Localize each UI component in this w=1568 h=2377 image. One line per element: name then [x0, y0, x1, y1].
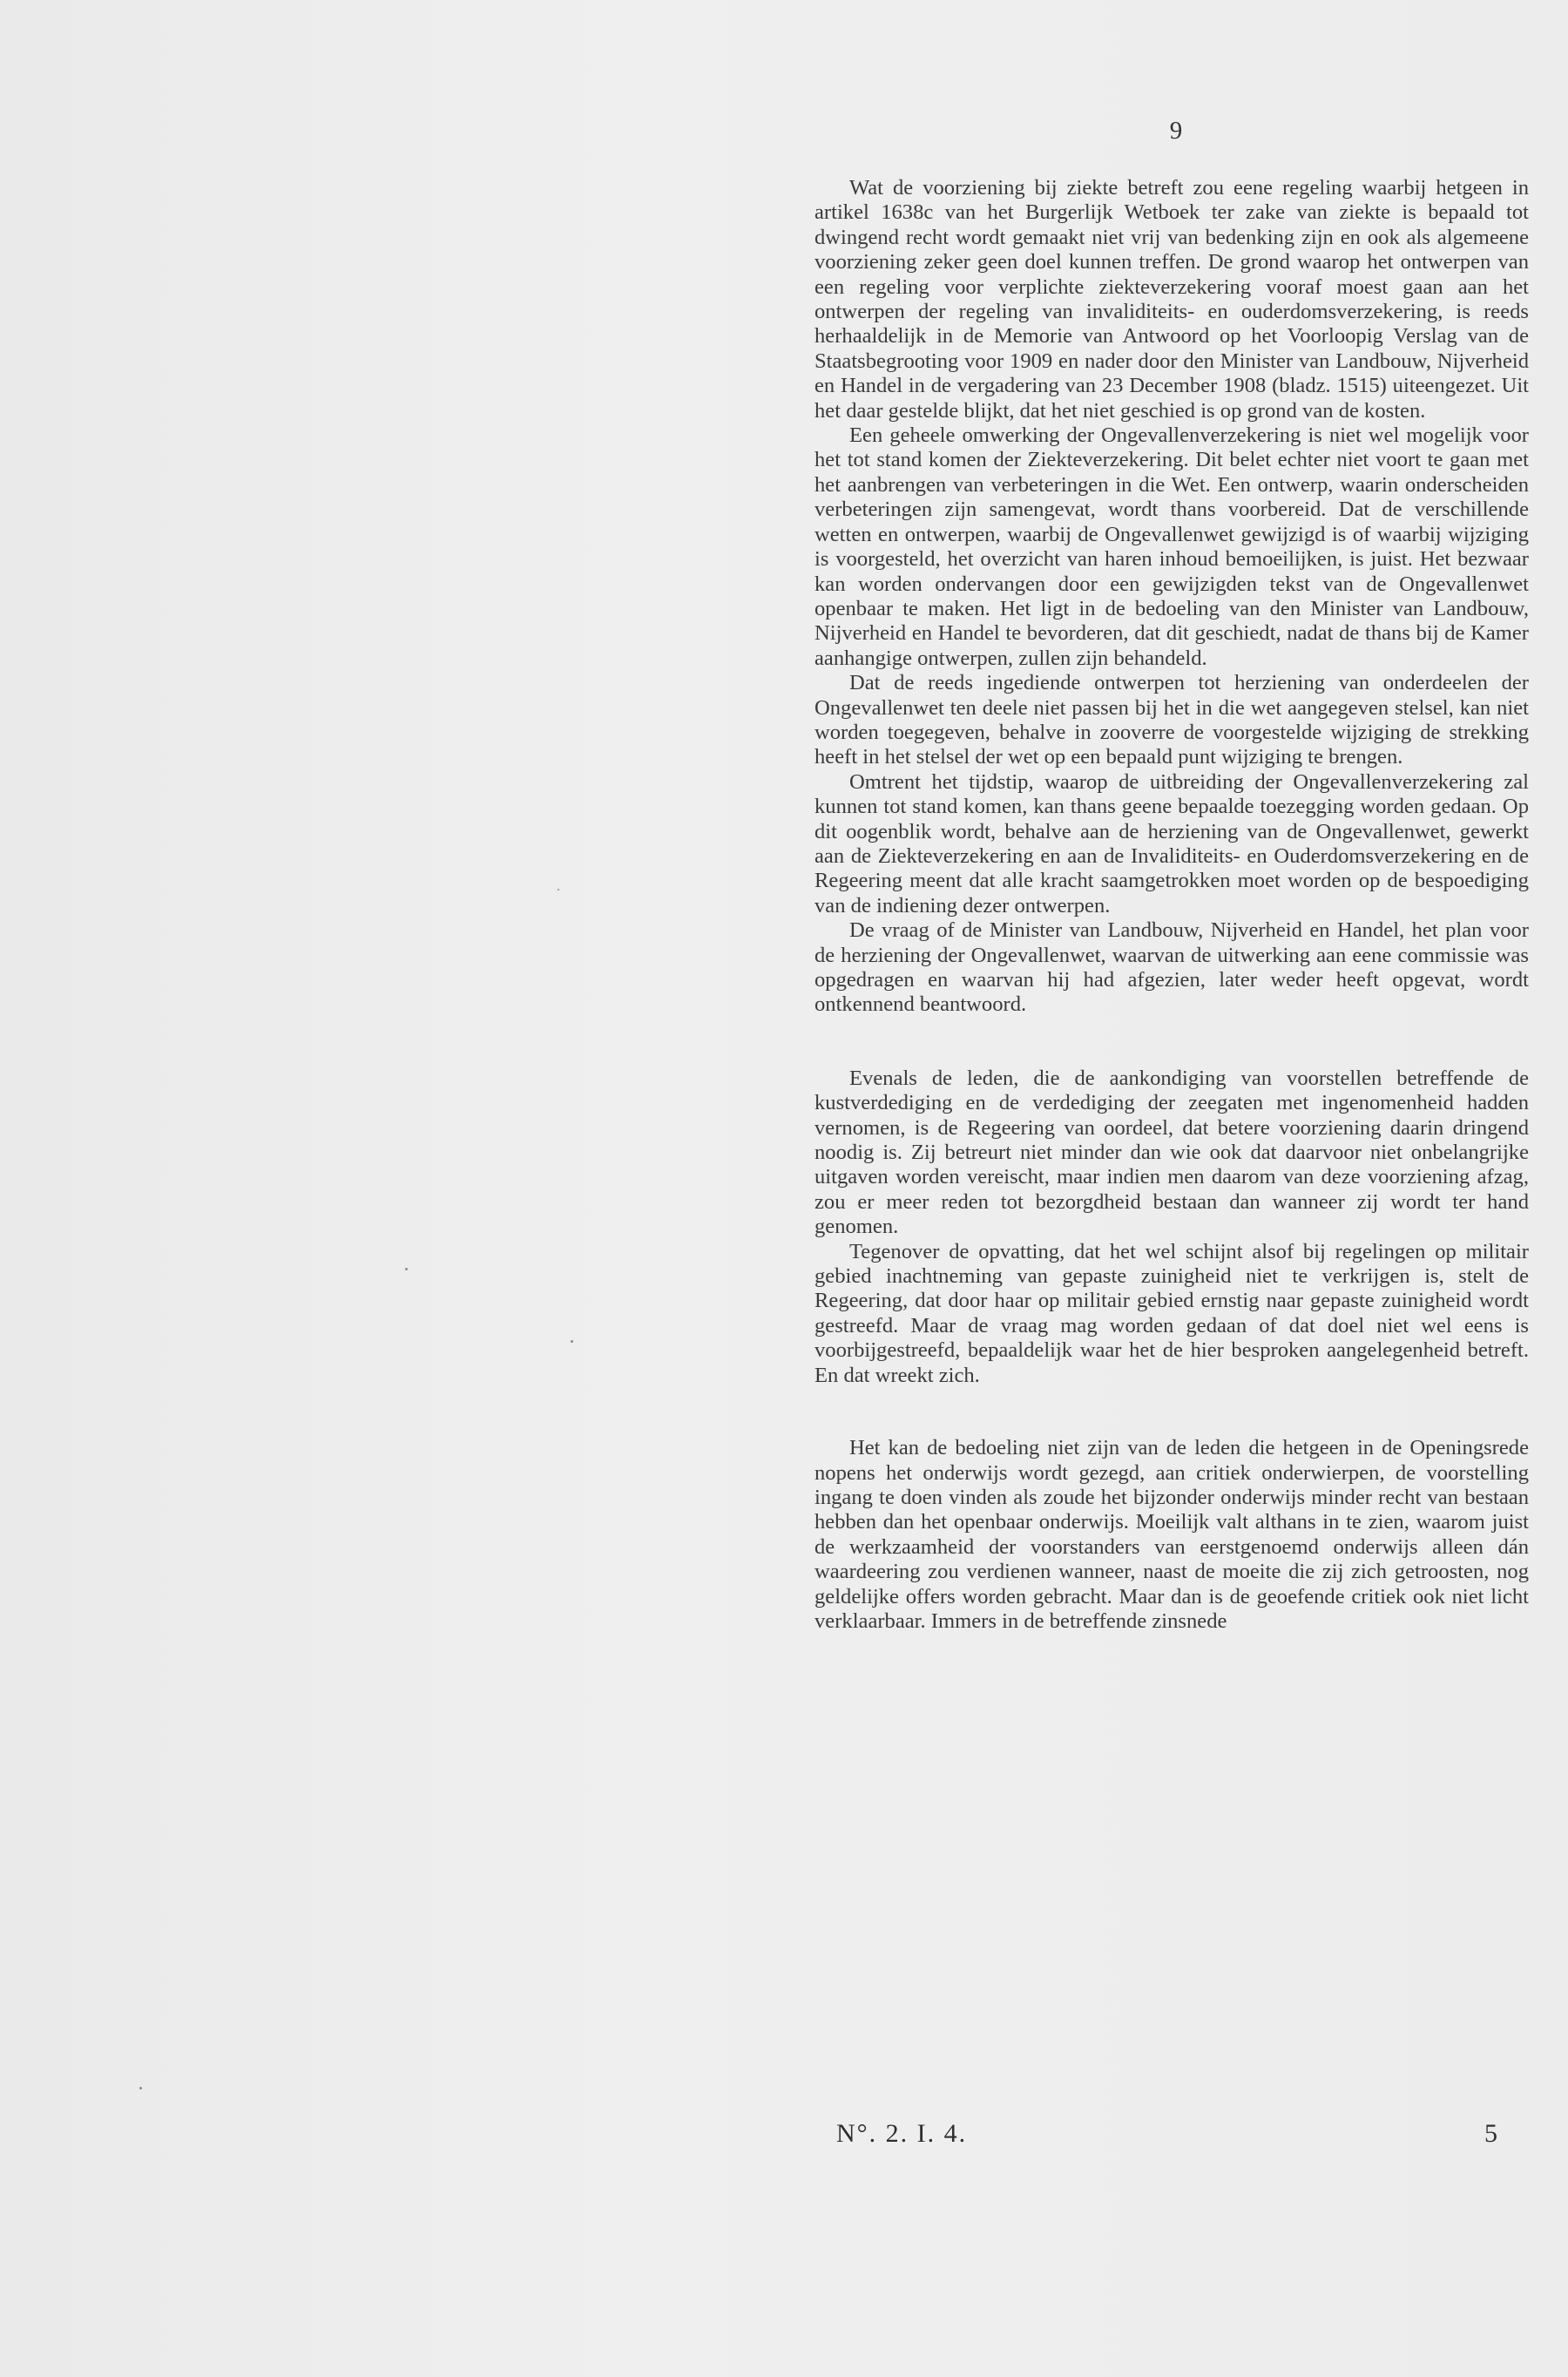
paragraph: Tegenover de opvatting, dat het wel schijnt alsof bij regelingen op militair gebied inachtneming van gepaste zuinigheid niet te verkrijgen is, stelt de Regeering, dat door haar op militair gebied ernstig naar gepaste zuinigheid wordt gestreefd. Maar de vraag mag worden gedaan of dat doel niet wel eens is voorbijgestreefd, bepaaldelijk waar het de hier besproken aangelegenheid betreft. En dat wreekt zich. [814, 1239, 1529, 1387]
sheet-signature: N°. 2. I. 4. [836, 2119, 968, 2148]
paragraph: Evenals de leden, die de aankondiging van voorstellen betreffende de kustverdediging en de verdediging der zeegaten met ingenomenheid hadden vernomen, is de Regeering van oordeel, dat betere voorziening daarin dringend noodig is. Zij betreurt niet minder dan wie ook dat daarvoor niet onbelangrijke uitgaven worden vereischt, maar indien men daarom van deze voorziening afzag, zou er meer reden tot bezorgdheid bestaan dan wanneer zij wordt ter hand genomen. [814, 1066, 1529, 1239]
paper-speck [558, 889, 559, 891]
paragraph: De vraag of de Minister van Landbouw, Nijverheid en Handel, het plan voor de herziening der Ongevallenwet, waarvan de uitwerking aan eene commissie was opgedragen en waarvan hij had afgezien, later weder heeft opgevat, wordt ontkennend beantwoord. [814, 918, 1529, 1017]
paper-speck [139, 2087, 142, 2089]
page-number: 9 [1169, 117, 1183, 145]
paragraph: Omtrent het tijdstip, waarop de uitbreiding der Ongevallenverzekering zal kunnen tot stand komen, kan thans geene bepaalde toezegging worden gedaan. Op dit oogenblik wordt, behalve aan de herziening van de Ongevallenwet, gewerkt aan de Ziekteverzekering en aan de Invaliditeits- en Ouderdomsverzekering en de Regeering meent dat alle kracht saamgetrokken moet worden op de bespoediging van de indiening dezer ontwerpen. [814, 769, 1529, 918]
sheet-number: 5 [1484, 2119, 1497, 2148]
text-column [814, 176, 1529, 1634]
paragraph: Dat de reeds ingediende ontwerpen tot herziening van onderdeelen der Ongevallenwet ten deele niet passen bij het in die wet aangegeven stelsel, kan niet worden toegegeven, behalve in zooverre de voorgestelde wijziging de strekking heeft in het stelsel der wet op een bepaald punt wijziging te brengen. [814, 671, 1529, 769]
section-break [814, 1018, 1529, 1067]
section-break [814, 1388, 1529, 1436]
paragraph: Een geheele omwerking der Ongevallenverzekering is niet wel mogelijk voor het tot stand komen der Ziekteverzekering. Dit belet echter niet voort te gaan met het aanbrengen van verbeteringen in die Wet. Een ontwerp, waarin onderscheiden verbeteringen zijn samengevat, wordt thans voorbereid. Dat de verschillende wetten en ontwerpen, waarbij de Ongevallenwet gewijzigd is of waarbij wijziging is voorgesteld, het overzicht van haren inhoud bemoeilijken, is juist. Het bezwaar kan worden ondervangen door een gewijzigden tekst van de Ongevallenwet openbaar te maken. Het ligt in de bedoeling van den Minister van Landbouw, Nijverheid en Handel te bevorderen, dat dit geschiedt, nadat de thans bij de Kamer aanhangige ontwerpen, zullen zijn behandeld. [814, 423, 1529, 670]
paper-speck [571, 1340, 573, 1343]
paragraph: Het kan de bedoeling niet zijn van de leden die hetgeen in de Openingsrede nopens het onderwijs wordt gezegd, aan critiek onderwierpen, de voorstelling ingang te doen vinden als zoude het bijzonder onderwijs minder recht van bestaan hebben dan het openbaar onderwijs. Moeilijk valt althans in te zien, waarom juist de werkzaamheid der voorstanders van eerstgenoemd onderwijs alleen dán waardeering zou verdienen wanneer, naast de moeite die zij zich getroosten, nog geldelijke offers worden gebracht. Maar dan is de geoefende critiek ook niet licht verklaarbaar. Immers in de betreffende zinsnede [814, 1436, 1529, 1633]
paper-speck [405, 1268, 408, 1270]
paragraph: Wat de voorziening bij ziekte betreft zou eene regeling waarbij hetgeen in artikel 1638c van het Burgerlijk Wetboek ter zake van ziekte is bepaald tot dwingend recht wordt gemaakt niet vrij van bedenking zijn en ook als algemeene voorziening zeker geen doel kunnen treffen. De grond waarop het ontwerpen van een regeling voor verplichte ziekteverzekering vooraf moest gaan aan het ontwerpen der regeling van invaliditeits- en ouderdomsverzekering, is reeds herhaaldelijk in de Memorie van Antwoord op het Voorloopig Verslag van de Staatsbegrooting voor 1909 en nader door den Minister van Landbouw, Nijverheid en Handel in de vergadering van 23 December 1908 (bladz. 1515) uiteengezet. Uit het daar gestelde blijkt, dat het niet geschied is op grond van de kosten. [814, 176, 1529, 423]
